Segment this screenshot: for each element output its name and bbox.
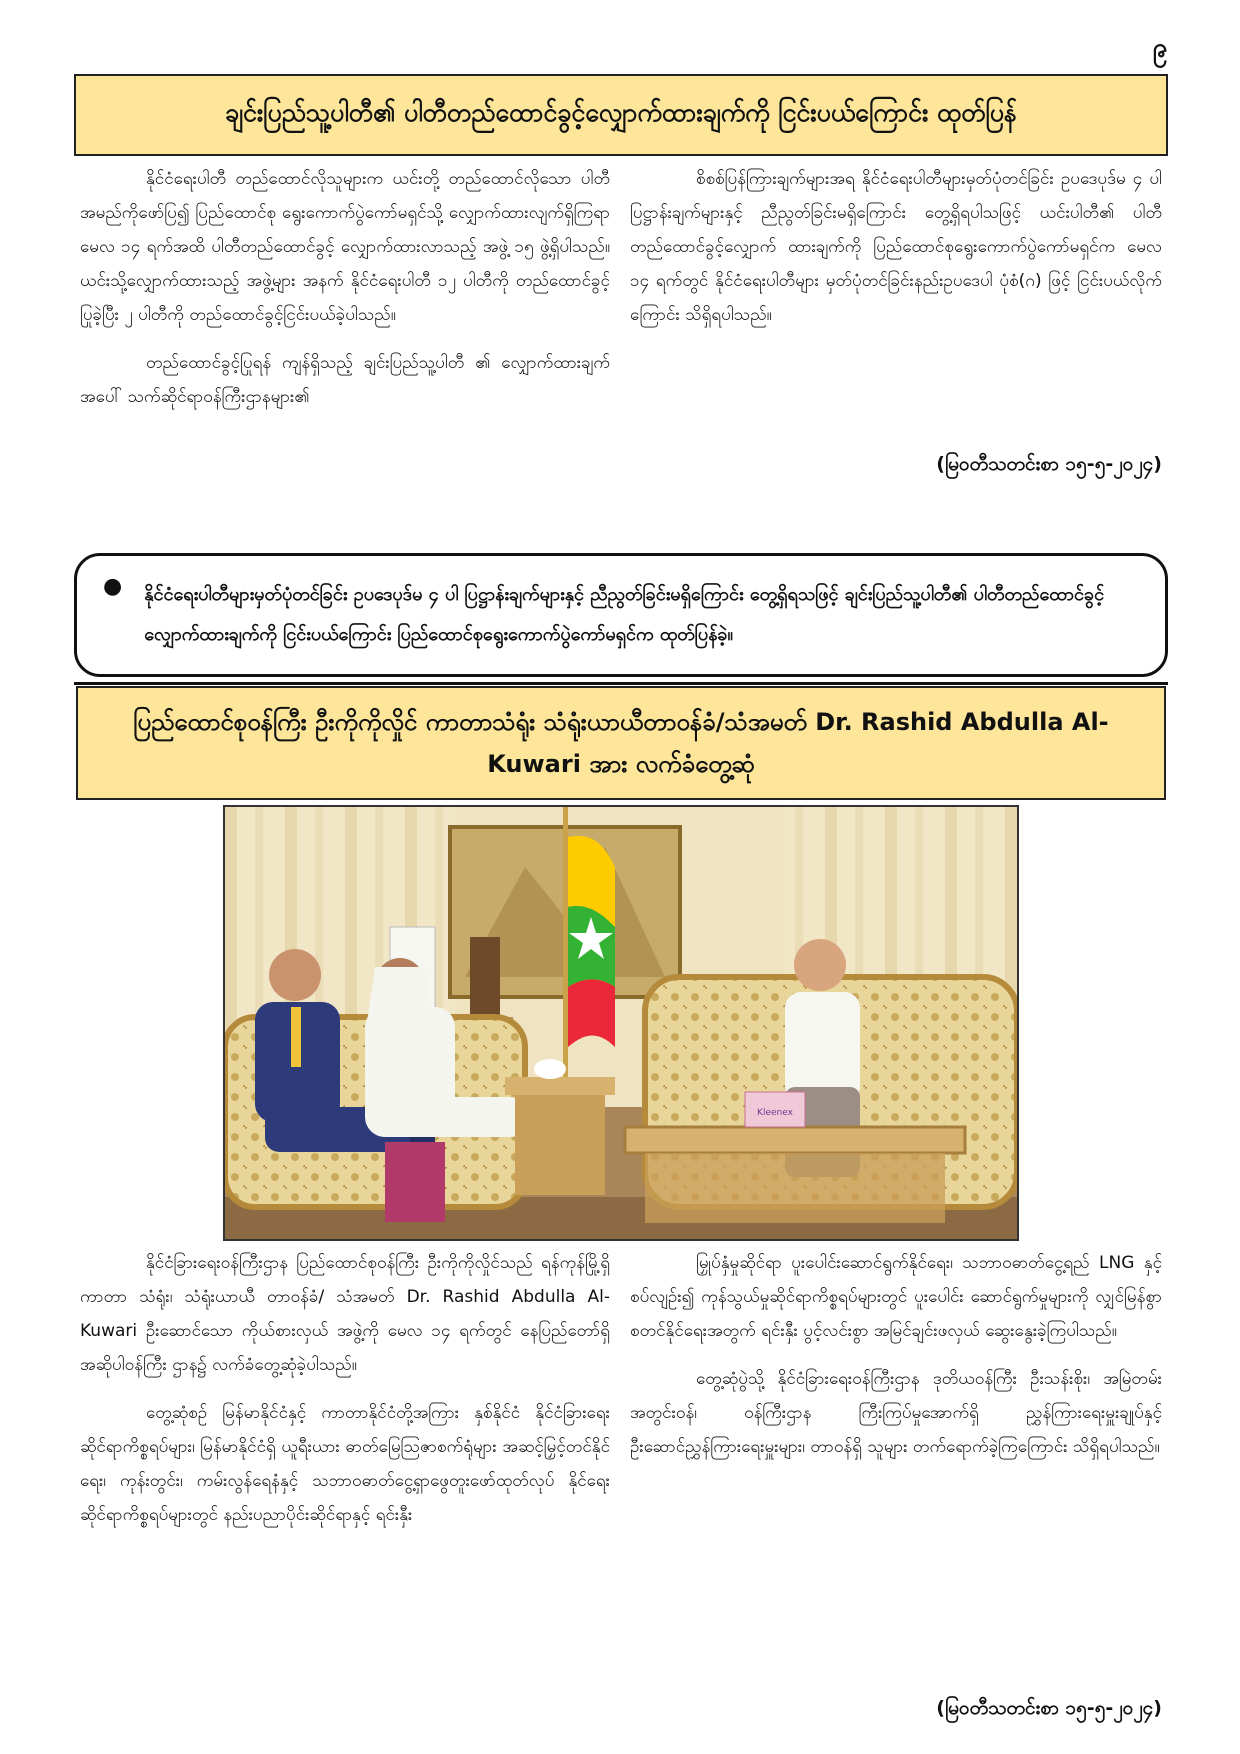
summary-box	[74, 553, 1168, 677]
article2-right-paragraph: တွေ့ဆုံပွဲသို့ နိုင်ငံခြားရေးဝန်ကြီးဌာန ဒုတိယဝန်ကြီး ဦးသန်းစိုး၊ အမြဲတမ်းအတွင်းဝန်၊ ဝန်ကြီးဌာန ကြီးကြပ်မှုအောက်ရှိ ညွှန်ကြားရေးမှူးချုပ်နှင့် ဦးဆောင်ညွှန်ကြားရေးမှူးများ၊ တာဝန်ရှိ သူများ တက်ရောက်ခဲ့ကြကြောင်း သိရှိရပါသည်။	[630, 1369, 1162, 1457]
article2-left-column	[80, 1246, 610, 1546]
article2-source: (မြဝတီသတင်းစာ ၁၅-၅-၂၀၂၄)	[936, 1697, 1162, 1719]
coffee-table	[625, 1127, 965, 1153]
article1-left-paragraph: နိုင်ငံရေးပါတီ တည်ထောင်လိုသူများက ယင်းတို့ တည်ထောင်လိုသော ပါတီအမည်ကိုဖော်ပြ၍ ပြည်ထောင်စု ရွေးကောက်ပွဲကော်မရှင်သို့ လျှောက်ထားလျက်ရှိကြရာ မေလ ၁၄ ရက်အထိ ပါတီတည်ထောင်ခွင့် လျှောက်ထားလာသည့် အဖွဲ့ ၁၅ ဖွဲ့ရှိပါသည်။ ယင်းသို့လျှောက်ထားသည့် အဖွဲ့များ အနက် နိုင်ငံရေးပါတီ ၁၂ ပါတီကို တည်ထောင်ခွင့်ပြုခဲ့ပြီး ၂ ပါတီကို တည်ထောင်ခွင့်ငြင်းပယ်ခဲ့ပါသည်။	[80, 169, 610, 325]
page-number: ၉	[1152, 33, 1168, 63]
statue	[470, 937, 500, 1017]
article1-left-paragraph: တည်ထောင်ခွင့်ပြုရန် ကျန်ရှိသည့် ချင်းပြည်သူ့ပါတီ ၏ လျှောက်ထားချက်အပေါ် သက်ဆိုင်ရာဝန်ကြီးဌာနများ၏	[80, 353, 610, 407]
article1-left-column	[80, 162, 610, 428]
article1-right-column	[630, 162, 1162, 346]
article2-left-paragraph: နိုင်ငံခြားရေးဝန်ကြီးဌာန ပြည်ထောင်စုဝန်ကြီး ဦးကိုကိုလှိုင်သည် ရန်ကုန်မြို့ရှိ ကာတာ သံရုံး၊ သံရုံးယာယီ တာဝန်ခံ/ သံအမတ် Dr. Rashid Abdulla Al-Kuwari ဦးဆောင်သော ကိုယ်စားလှယ် အဖွဲ့ကို မေလ ၁၄ ရက်တွင် နေပြည်တော်ရှိ အဆိုပါဝန်ကြီး ဌာန၌ လက်ခံတွေ့ဆုံခဲ့ပါသည်။	[80, 1253, 610, 1375]
article1-right-paragraph: စိစစ်ပြန်ကြားချက်များအရ နိုင်ငံရေးပါတီများမှတ်ပုံတင်ခြင်း ဥပဒေပုဒ်မ ၄ ပါ ပြဋ္ဌာန်းချက်များနှင့် ညီညွတ်ခြင်းမရှိကြောင်း တွေ့ရှိရပါသဖြင့် ယင်းပါတီ၏ ပါတီတည်ထောင်ခွင့်လျှောက် ထားချက်ကို ပြည်ထောင်စုရွေးကောက်ပွဲကော်မရှင်က မေလ ၁၄ ရက်တွင် နိုင်ငံရေးပါတီများ မှတ်ပုံတင်ခြင်းနည်းဥပဒေပါ ပုံစံ(ဂ) ဖြင့် ငြင်းပယ်လိုက်ကြောင်း သိရှိရပါသည်။	[630, 169, 1162, 325]
section-divider	[74, 682, 1168, 685]
bullet-icon: ●	[103, 574, 123, 599]
article2-right-column	[630, 1246, 1162, 1478]
article2-headline: ပြည်ထောင်စုဝန်ကြီး ဦးကိုကိုလှိုင် ကာတာသံရုံး သံရုံးယာယီတာဝန်ခံ/သံအမတ် Dr. Rashid Abdulla Al-Kuwari အား လက်ခံတွေ့ဆုံ	[76, 686, 1166, 800]
article1-headline: ချင်းပြည်သူ့ပါတီ၏ ပါတီတည်ထောင်ခွင့်လျှောက်ထားချက်ကို ငြင်းပယ်ကြောင်း ထုတ်ပြန်	[74, 74, 1168, 156]
gift-bag	[385, 1142, 445, 1222]
article1-source: (မြဝတီသတင်းစာ ၁၅-၅-၂၀၂၄)	[936, 453, 1162, 475]
summary-text: နိုင်ငံရေးပါတီများမှတ်ပုံတင်ခြင်း ဥပဒေပုဒ်မ ၄ ပါ ပြဋ္ဌာန်းချက်များနှင့် ညီညွတ်ခြင်းမရှိကြောင်း တွေ့ရှိရသဖြင့် ချင်းပြည်သူ့ပါတီ၏ ပါတီတည်ထောင်ခွင့် လျှောက်ထားချက်ကို ငြင်းပယ်ကြောင်း ပြည်ထောင်စုရွေးကောက်ပွဲကော်မရှင်က ထုတ်ပြန်ခဲ့။	[144, 584, 1105, 645]
article2-left-paragraph: တွေ့ဆုံစဉ် မြန်မာနိုင်ငံနှင့် ကာတာနိုင်ငံတို့အကြား နှစ်နိုင်ငံ နိုင်ငံခြားရေးဆိုင်ရာကိစ္စရပ်များ၊ မြန်မာနိုင်ငံရှိ ယူရီးယား ဓာတ်မြေသြဇာစက်ရုံများ အဆင့်မြှင့်တင်နိုင်ရေး၊ ကုန်းတွင်း၊ ကမ်းလွန်ရေနံနှင့် သဘာဝဓာတ်ငွေ့ရှာဖွေတူးဖော်ထုတ်လုပ် နိုင်ရေးဆိုင်ရာကိစ္စရပ်များတွင် နည်းပညာပိုင်းဆိုင်ရာနှင့် ရင်းနှီး	[80, 1403, 610, 1525]
article2-right-paragraph: မြှုပ်နှံမှုဆိုင်ရာ ပူးပေါင်းဆောင်ရွက်နိုင်ရေး၊ သဘာဝဓာတ်ငွေ့ရည် LNG နှင့်စပ်လျဉ်း၍ ကုန်သွယ်မှုဆိုင်ရာကိစ္စရပ်များတွင် ပူးပေါင်း ဆောင်ရွက်မှုများကို လျှင်မြန်စွာစတင်နိုင်ရေးအတွက် ရင်းနှီး ပွင့်လင်းစွာ အမြင်ချင်းဖလှယ် ဆွေးနွေးခဲ့ကြပါသည်။	[630, 1253, 1162, 1341]
meeting-photo	[223, 805, 1019, 1241]
teacup	[534, 1059, 566, 1079]
myanmar-flag	[568, 836, 615, 1047]
side-table	[505, 1077, 615, 1095]
tissue-box-label: Kleenex	[757, 1108, 793, 1118]
